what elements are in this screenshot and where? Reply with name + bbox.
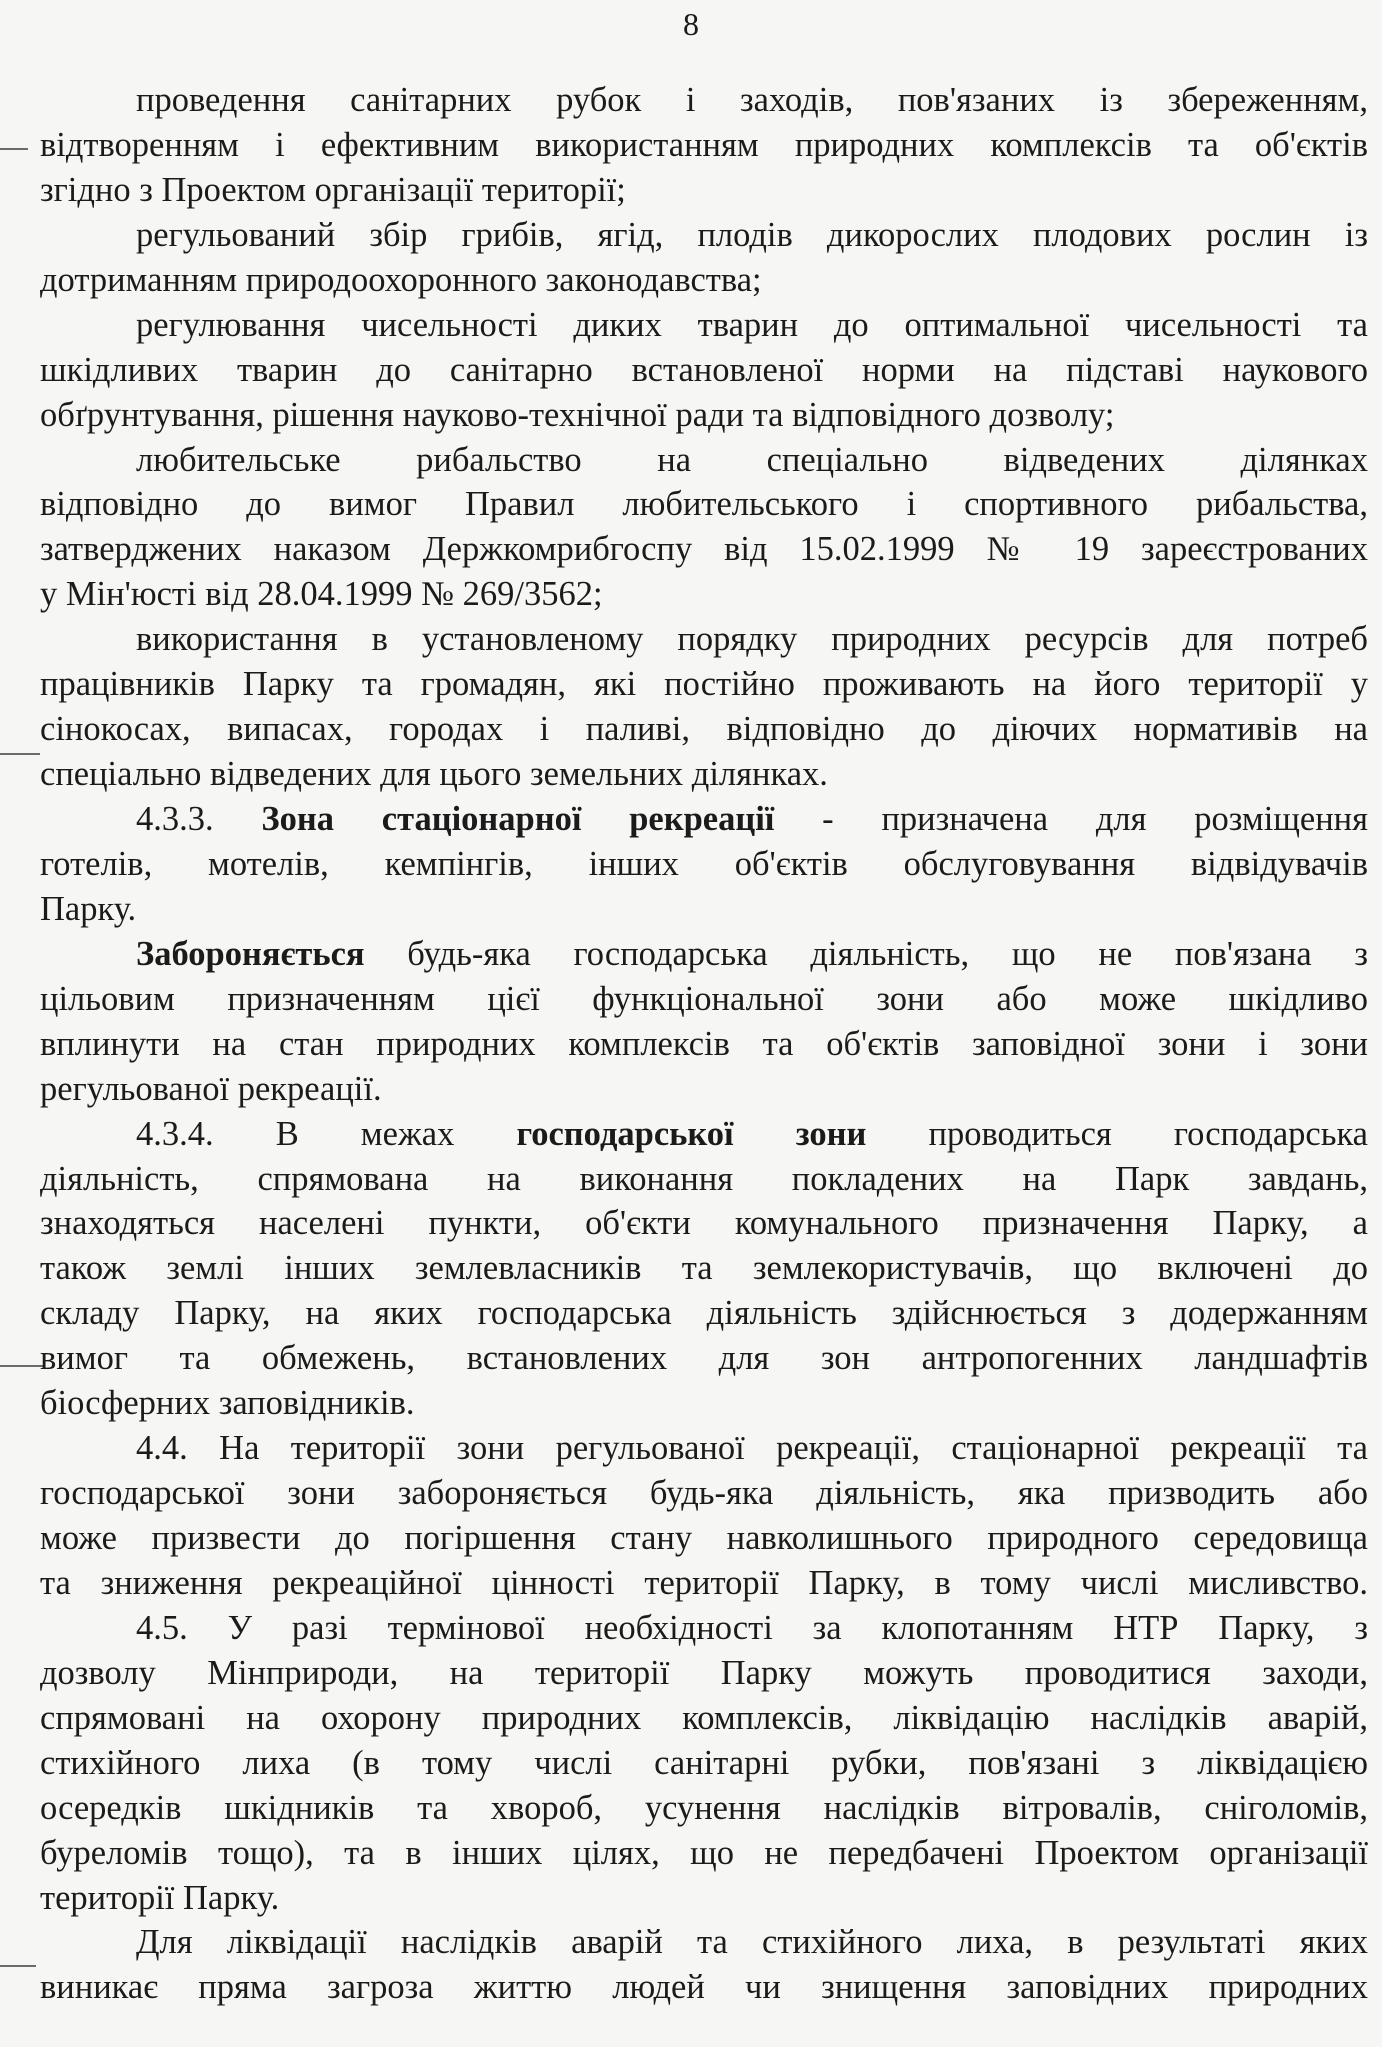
text-line: згідно з Проектом організації території; xyxy=(40,170,626,209)
text-line: любительське рибальство на спеціально відведених ділянках xyxy=(136,440,1368,479)
text-line: діяльність, спрямована на виконання покладених на Парк завдань, xyxy=(40,1159,1368,1198)
text-line: шкідливих тварин до санітарно встановленої норми на підставі наукового xyxy=(40,350,1368,389)
text-line: регульований збір грибів, ягід, плодів дикорослих плодових рослин із xyxy=(136,215,1368,254)
text-line: використання в установленому порядку природних ресурсів для потреб xyxy=(136,620,1368,659)
page-number: 8 xyxy=(683,6,699,42)
text-line: відповідно до вимог Правил любительського і спортивного рибальства, xyxy=(40,485,1368,524)
section-4-3-4 xyxy=(40,1112,1368,1427)
text-line: Парку. xyxy=(40,889,137,928)
text-line: території Парку. xyxy=(40,1878,280,1917)
text-line: складу Парку, на яких господарська діяльність здійснюється з додержанням xyxy=(40,1294,1368,1333)
text-line: регульованої рекреації. xyxy=(40,1069,382,1108)
zone-title-bold: господарської зони xyxy=(516,1114,867,1153)
paragraph-fishing xyxy=(40,438,1368,618)
text-line xyxy=(40,797,1368,842)
text-line: буреломів тощо), та в інших цілях, що не передбачені Проектом організації xyxy=(40,1833,1368,1872)
paragraph-emergency xyxy=(40,1920,1368,2010)
text-line: працівників Парку та громадян, які постійно проживають на його території у xyxy=(40,665,1368,704)
paragraph-resource-use xyxy=(40,617,1368,797)
text-line: господарської зони забороняється будь-яка діяльність, яка призводить або xyxy=(40,1474,1368,1513)
text-line: дозволу Мінприроди, на території Парку можуть проводитися заходи, xyxy=(40,1653,1368,1692)
text-line: спрямовані на охорону природних комплексів, ліквідацію наслідків аварій, xyxy=(40,1698,1368,1737)
text-line: 4.5. У разі термінової необхідності за клопотанням НТР Парку, з xyxy=(136,1608,1368,1647)
text-line: виникає пряма загроза життю людей чи знищення заповідних природних xyxy=(40,1968,1368,2007)
text-line xyxy=(40,1112,1368,1157)
margin-mark xyxy=(0,1365,44,1367)
document-body xyxy=(40,78,1368,2010)
text-line: затверджених наказом Держкомрибгоспу від 15.02.1999 № 19 зареєстрованих xyxy=(40,530,1368,569)
text-line: стихійного лиха (в тому числі санітарні рубки, пов'язані з ліквідацією xyxy=(40,1743,1368,1782)
text-line: проведення санітарних рубок і заходів, пов'язаних із збереженням, xyxy=(136,81,1368,119)
paragraph-harvesting xyxy=(40,213,1368,303)
text-line: також землі інших землевласників та землекористувачів, що включені до xyxy=(40,1249,1368,1288)
margin-mark xyxy=(0,753,40,755)
text-line: регулювання чисельності диких тварин до оптимальної чисельності та xyxy=(136,305,1368,344)
text-line: сінокосах, випасах, городах і паливі, відповідно до діючих нормативів на xyxy=(40,710,1368,749)
text-line: біосферних заповідників. xyxy=(40,1384,415,1423)
text-run: - призначена для розміщення xyxy=(774,800,1368,838)
text-line: вимог та обмежень, встановлених для зон антропогенних ландшафтів xyxy=(40,1339,1368,1378)
text-run: проводиться господарська xyxy=(866,1114,1368,1153)
text-line: готелів, мотелів, кемпінгів, інших об'єктів обслуговування відвідувачів xyxy=(40,844,1368,883)
section-4-5 xyxy=(40,1606,1368,1921)
section-number: 4.3.4. В межах xyxy=(136,1114,517,1153)
text-line: відтворенням і ефективним використанням природних комплексів та об'єктів xyxy=(40,125,1368,164)
text-run: будь-яка господарська діяльність, що не пов'язана з xyxy=(364,934,1368,973)
text-line: 4.4. На території зони регульованої рекреації, стаціонарної рекреації та xyxy=(136,1429,1368,1468)
section-number: 4.3.3. xyxy=(136,800,262,838)
section-4-3-3 xyxy=(40,797,1368,932)
margin-mark xyxy=(0,1965,36,1967)
text-line: цільовим призначенням цієї функціональної зони або може шкідливо xyxy=(40,979,1368,1018)
text-line: вплинути на стан природних комплексів та об'єктів заповідної зони і зони xyxy=(40,1024,1368,1063)
margin-mark xyxy=(0,148,28,150)
text-line: Для ліквідації наслідків аварій та стихійного лиха, в результаті яких xyxy=(136,1923,1368,1962)
text-line: дотриманням природоохоронного законодавства; xyxy=(40,260,762,299)
text-line xyxy=(40,932,1368,977)
text-line: осередків шкідників та хвороб, усунення наслідків вітровалів, сніголомів, xyxy=(40,1788,1368,1827)
prohibited-bold: Забороняється xyxy=(136,934,365,973)
text-line: знаходяться населені пункти, об'єкти комунального призначення Парку, а xyxy=(40,1204,1368,1243)
zone-title-bold: Зона стаціонарної рекреації xyxy=(261,800,775,838)
text-line: спеціально відведених для цього земельних ділянках. xyxy=(40,755,828,794)
paragraph-prohibited xyxy=(40,932,1368,1112)
text-line: у Мін'юсті від 28.04.1999 № 269/3562; xyxy=(40,575,603,614)
text-line: обґрунтування, рішення науково-технічної ради та відповідного дозволу; xyxy=(40,395,1115,434)
text-line: та зниження рекреаційної цінності території Парку, в тому числі мисливство. xyxy=(40,1563,1368,1602)
paragraph-sanitary-felling xyxy=(40,78,1368,213)
section-4-4 xyxy=(40,1426,1368,1606)
text-line: може призвести до погіршення стану навколишнього природного середовища xyxy=(40,1519,1368,1557)
paragraph-animal-regulation xyxy=(40,303,1368,438)
